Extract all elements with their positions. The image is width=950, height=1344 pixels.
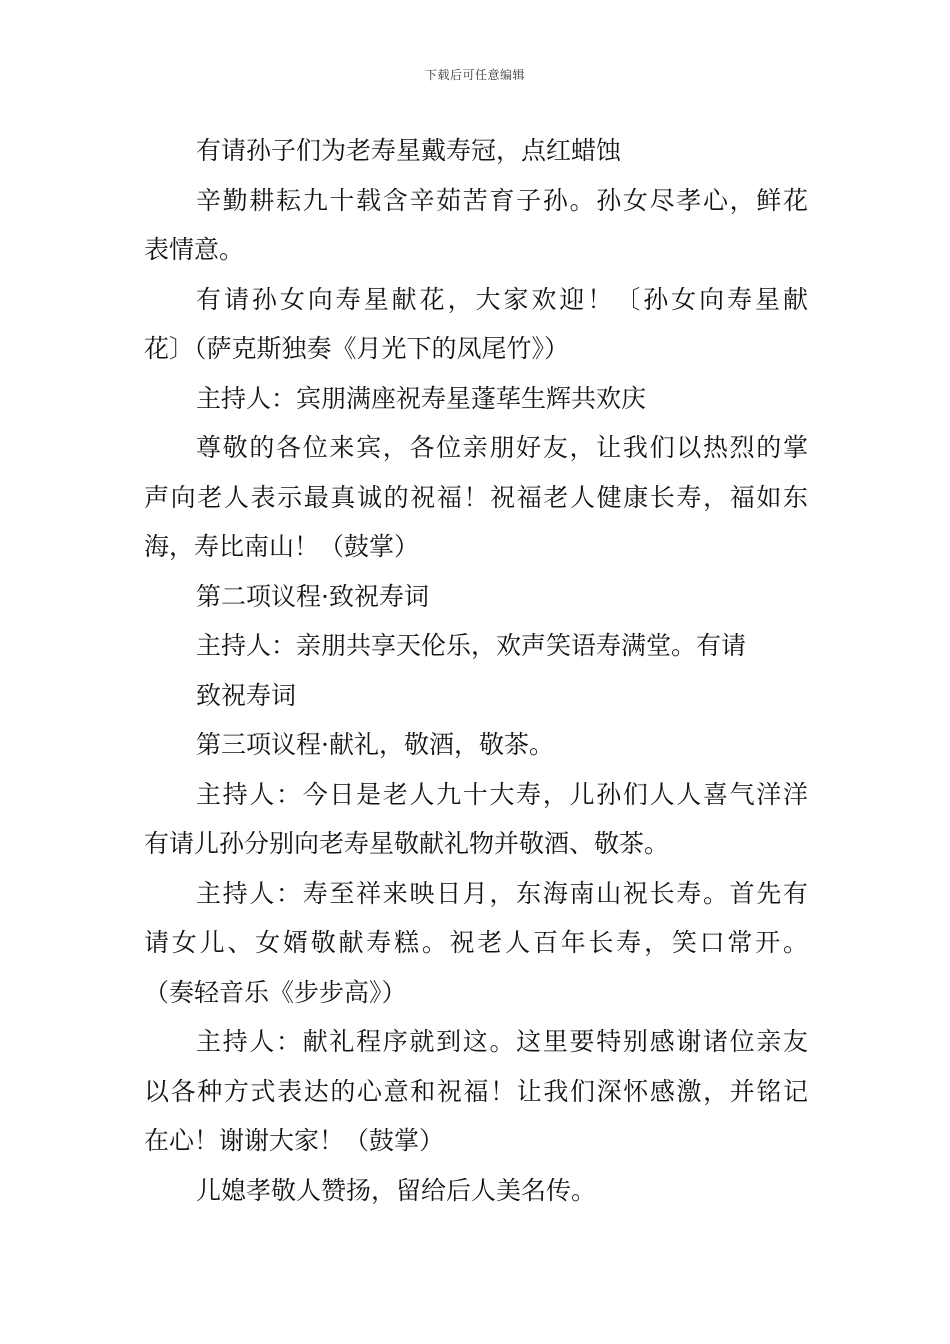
text-line: 声向老人表示最真诚的祝福！祝福老人健康长寿，福如东 xyxy=(144,482,808,512)
agenda-item-two xyxy=(144,572,808,622)
text-line: 第二项议程·致祝寿词 xyxy=(196,581,429,611)
text-line: 尊敬的各位来宾，各位亲朋好友，让我们以热烈的掌 xyxy=(196,433,808,462)
paragraph-blessing xyxy=(144,423,808,572)
text-line: 表情意。 xyxy=(144,235,245,264)
text-line: 辛勤耕耘九十载含辛茹苦育子孙。孙女尽孝心，鲜花 xyxy=(196,185,808,215)
text-line: 主持人：今日是老人九十大寿，儿孙们人人喜气洋洋 xyxy=(196,779,808,809)
text-line: 在心！谢谢大家！（鼓掌） xyxy=(144,1126,445,1155)
text-line: 致祝寿词 xyxy=(196,680,297,710)
text-line: 花〕（萨克斯独奏《月光下的凤尾竹》） xyxy=(144,334,570,363)
paragraph-host-thanks xyxy=(144,1017,808,1166)
document-body xyxy=(144,126,808,1215)
text-line: （奏轻音乐《步步高》） xyxy=(144,977,407,1007)
text-line: 有请儿孙分别向老寿星敬献礼物并敬酒、敬茶。 xyxy=(144,829,670,858)
paragraph-closing-verse xyxy=(144,1166,808,1216)
text-line: 主持人：献礼程序就到这。这里要特别感谢诸位亲友 xyxy=(196,1027,808,1056)
paragraph-host-cake xyxy=(144,869,808,1018)
text-line: 海，寿比南山！（鼓掌） xyxy=(144,532,420,561)
agenda-item-three xyxy=(144,720,808,770)
text-line: 有请孙女向寿星献花，大家欢迎！〔孙女向寿星献 xyxy=(196,284,808,314)
paragraph-host-birthday xyxy=(144,770,808,869)
text-line: 第三项议程·献礼，敬酒，敬茶。 xyxy=(196,730,554,759)
text-line: 请女儿、女婿敬献寿糕。祝老人百年长寿，笑口常开。 xyxy=(144,928,808,957)
paragraph-flower-presentation xyxy=(144,275,808,374)
text-line: 以各种方式表达的心意和祝福！让我们深怀感激，并铭记 xyxy=(144,1076,808,1106)
text-line: 主持人：寿至祥来映日月，东海南山祝长寿。首先有 xyxy=(196,878,808,908)
text-line: 有请孙子们为老寿星戴寿冠，点红蜡蚀 xyxy=(196,136,622,165)
page-header-note: 下载后可任意编辑 xyxy=(424,68,525,82)
paragraph-host-family xyxy=(144,621,808,671)
paragraph-speech xyxy=(144,671,808,721)
paragraph-crown xyxy=(144,126,808,176)
text-line: 主持人：宾朋满座祝寿星蓬荜生辉共欢庆 xyxy=(196,383,647,413)
paragraph-granddaughter-intro xyxy=(144,176,808,275)
paragraph-host-guests xyxy=(144,374,808,424)
text-line: 主持人：亲朋共享天伦乐，欢声笑语寿满堂。有请 xyxy=(196,631,747,660)
text-line: 儿媳孝敬人赞扬，留给后人美名传。 xyxy=(196,1175,597,1205)
